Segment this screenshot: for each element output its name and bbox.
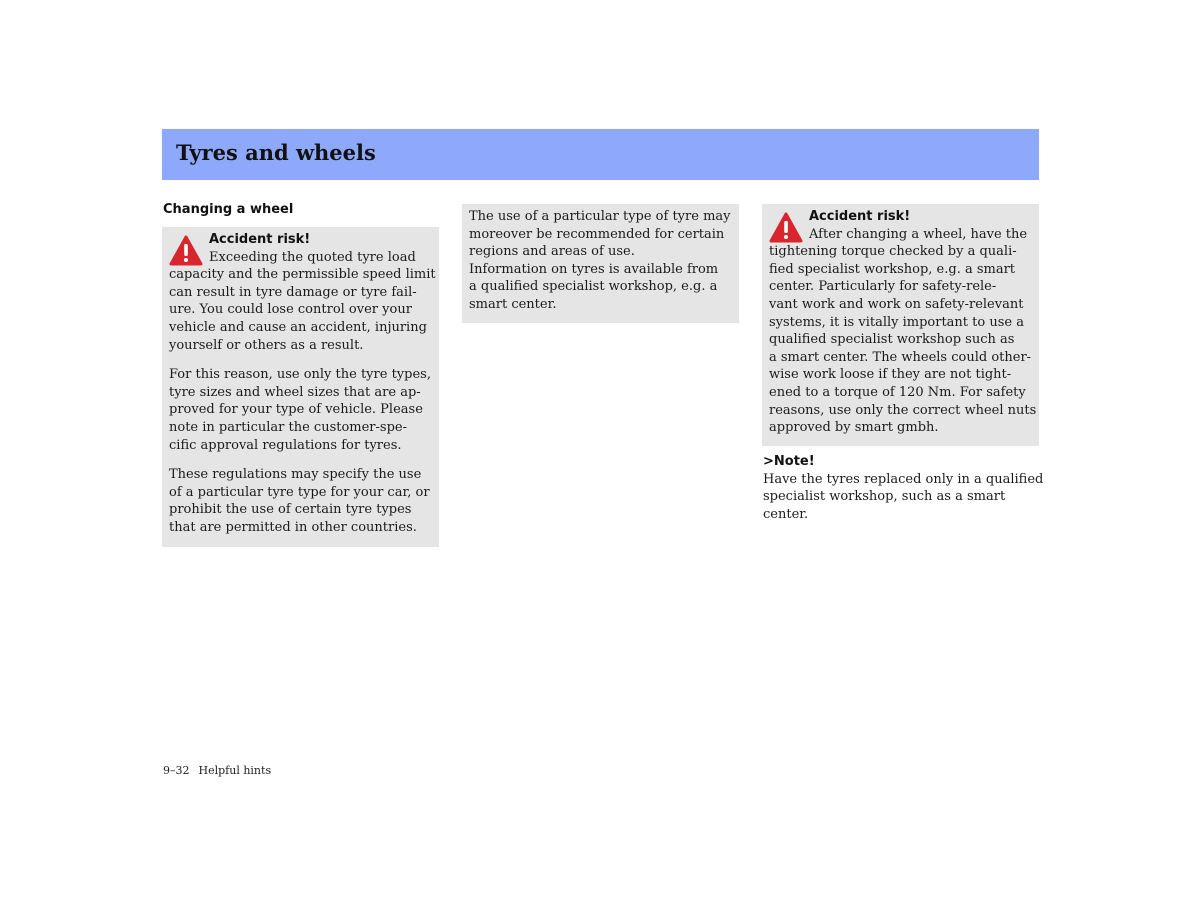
col3-warning-text (769, 208, 1037, 437)
col1-paragraph-2 (169, 466, 432, 536)
page-footer (163, 764, 271, 777)
warning-line: ure. You could lose control over your (169, 302, 412, 318)
col3-content-box (762, 204, 1039, 446)
paragraph-line: that are permitted in other countries. (169, 519, 417, 535)
warning-line: wise work loose if they are not tight- (769, 367, 1012, 383)
warning-label: Accident risk! (209, 232, 311, 247)
paragraph-line: For this reason, use only the tyre types, (169, 367, 431, 383)
warning-triangle-icon (169, 235, 203, 266)
note-label: >Note! (763, 454, 815, 469)
paragraph-line: These regulations may specify the use (169, 467, 422, 483)
warning-label: Accident risk! (809, 209, 911, 224)
col2-paragraph (469, 208, 732, 314)
paragraph-line: Information on tyres is available from (469, 261, 719, 277)
warning-line: approved by smart gmbh. (769, 420, 939, 436)
warning-line: reasons, use only the correct wheel nuts (769, 402, 1037, 418)
warning-line: vant work and work on safety-relevant (769, 296, 1024, 312)
page-number: 9–32 (163, 764, 190, 777)
note-line: center. (763, 506, 809, 522)
paragraph-line: smart center. (469, 296, 557, 312)
warning-line: capacity and the permissible speed limit (169, 267, 436, 283)
warning-line: can result in tyre damage or tyre fail- (169, 284, 417, 300)
warning-line: ened to a torque of 120 Nm. For safety (769, 384, 1026, 400)
paragraph-line: of a particular tyre type for your car, or (169, 484, 430, 500)
paragraph-line: The use of a particular type of tyre may (469, 209, 731, 224)
warning-line: center. Particularly for safety-rele- (769, 279, 997, 295)
warning-line: yourself or others as a result. (169, 337, 364, 353)
page-header-bar (162, 129, 1039, 180)
footer-section-title: Helpful hints (198, 764, 272, 777)
paragraph-line: a qualified specialist workshop, e.g. a (469, 279, 718, 295)
paragraph-line: note in particular the customer-spe- (169, 419, 407, 435)
col1-warning-text (169, 231, 436, 354)
warning-line: fied specialist workshop, e.g. a smart (769, 261, 1016, 277)
col2-content-box (462, 204, 739, 323)
warning-triangle-icon (769, 212, 803, 243)
warning-line: After changing a wheel, have the (809, 226, 1028, 242)
warning-line: qualified specialist workshop such as (769, 332, 1015, 348)
warning-line: tightening torque checked by a quali- (769, 244, 1017, 260)
col1-paragraph-1 (169, 366, 432, 454)
note-line: specialist workshop, such as a smart (763, 489, 1006, 505)
paragraph-line: proved for your type of vehicle. Please (169, 402, 423, 418)
section-heading-changing-a-wheel: Changing a wheel (163, 202, 294, 217)
paragraph-line: regions and areas of use. (469, 244, 635, 260)
warning-line: systems, it is vitally important to use a (769, 314, 1024, 330)
paragraph-line: cific approval regulations for tyres. (169, 437, 402, 453)
warning-line: Exceeding the quoted tyre load (209, 249, 416, 265)
page-title: Tyres and wheels (176, 140, 376, 165)
note-block (763, 453, 1043, 523)
warning-line: vehicle and cause an accident, injuring (169, 319, 427, 335)
warning-line: a smart center. The wheels could other- (769, 349, 1032, 365)
paragraph-line: prohibit the use of certain tyre types (169, 502, 412, 518)
paragraph-line: moreover be recommended for certain (469, 226, 725, 242)
col1-content-box (162, 227, 439, 547)
note-line: Have the tyres replaced only in a qualified (763, 471, 1044, 487)
paragraph-line: tyre sizes and wheel sizes that are ap- (169, 384, 421, 400)
